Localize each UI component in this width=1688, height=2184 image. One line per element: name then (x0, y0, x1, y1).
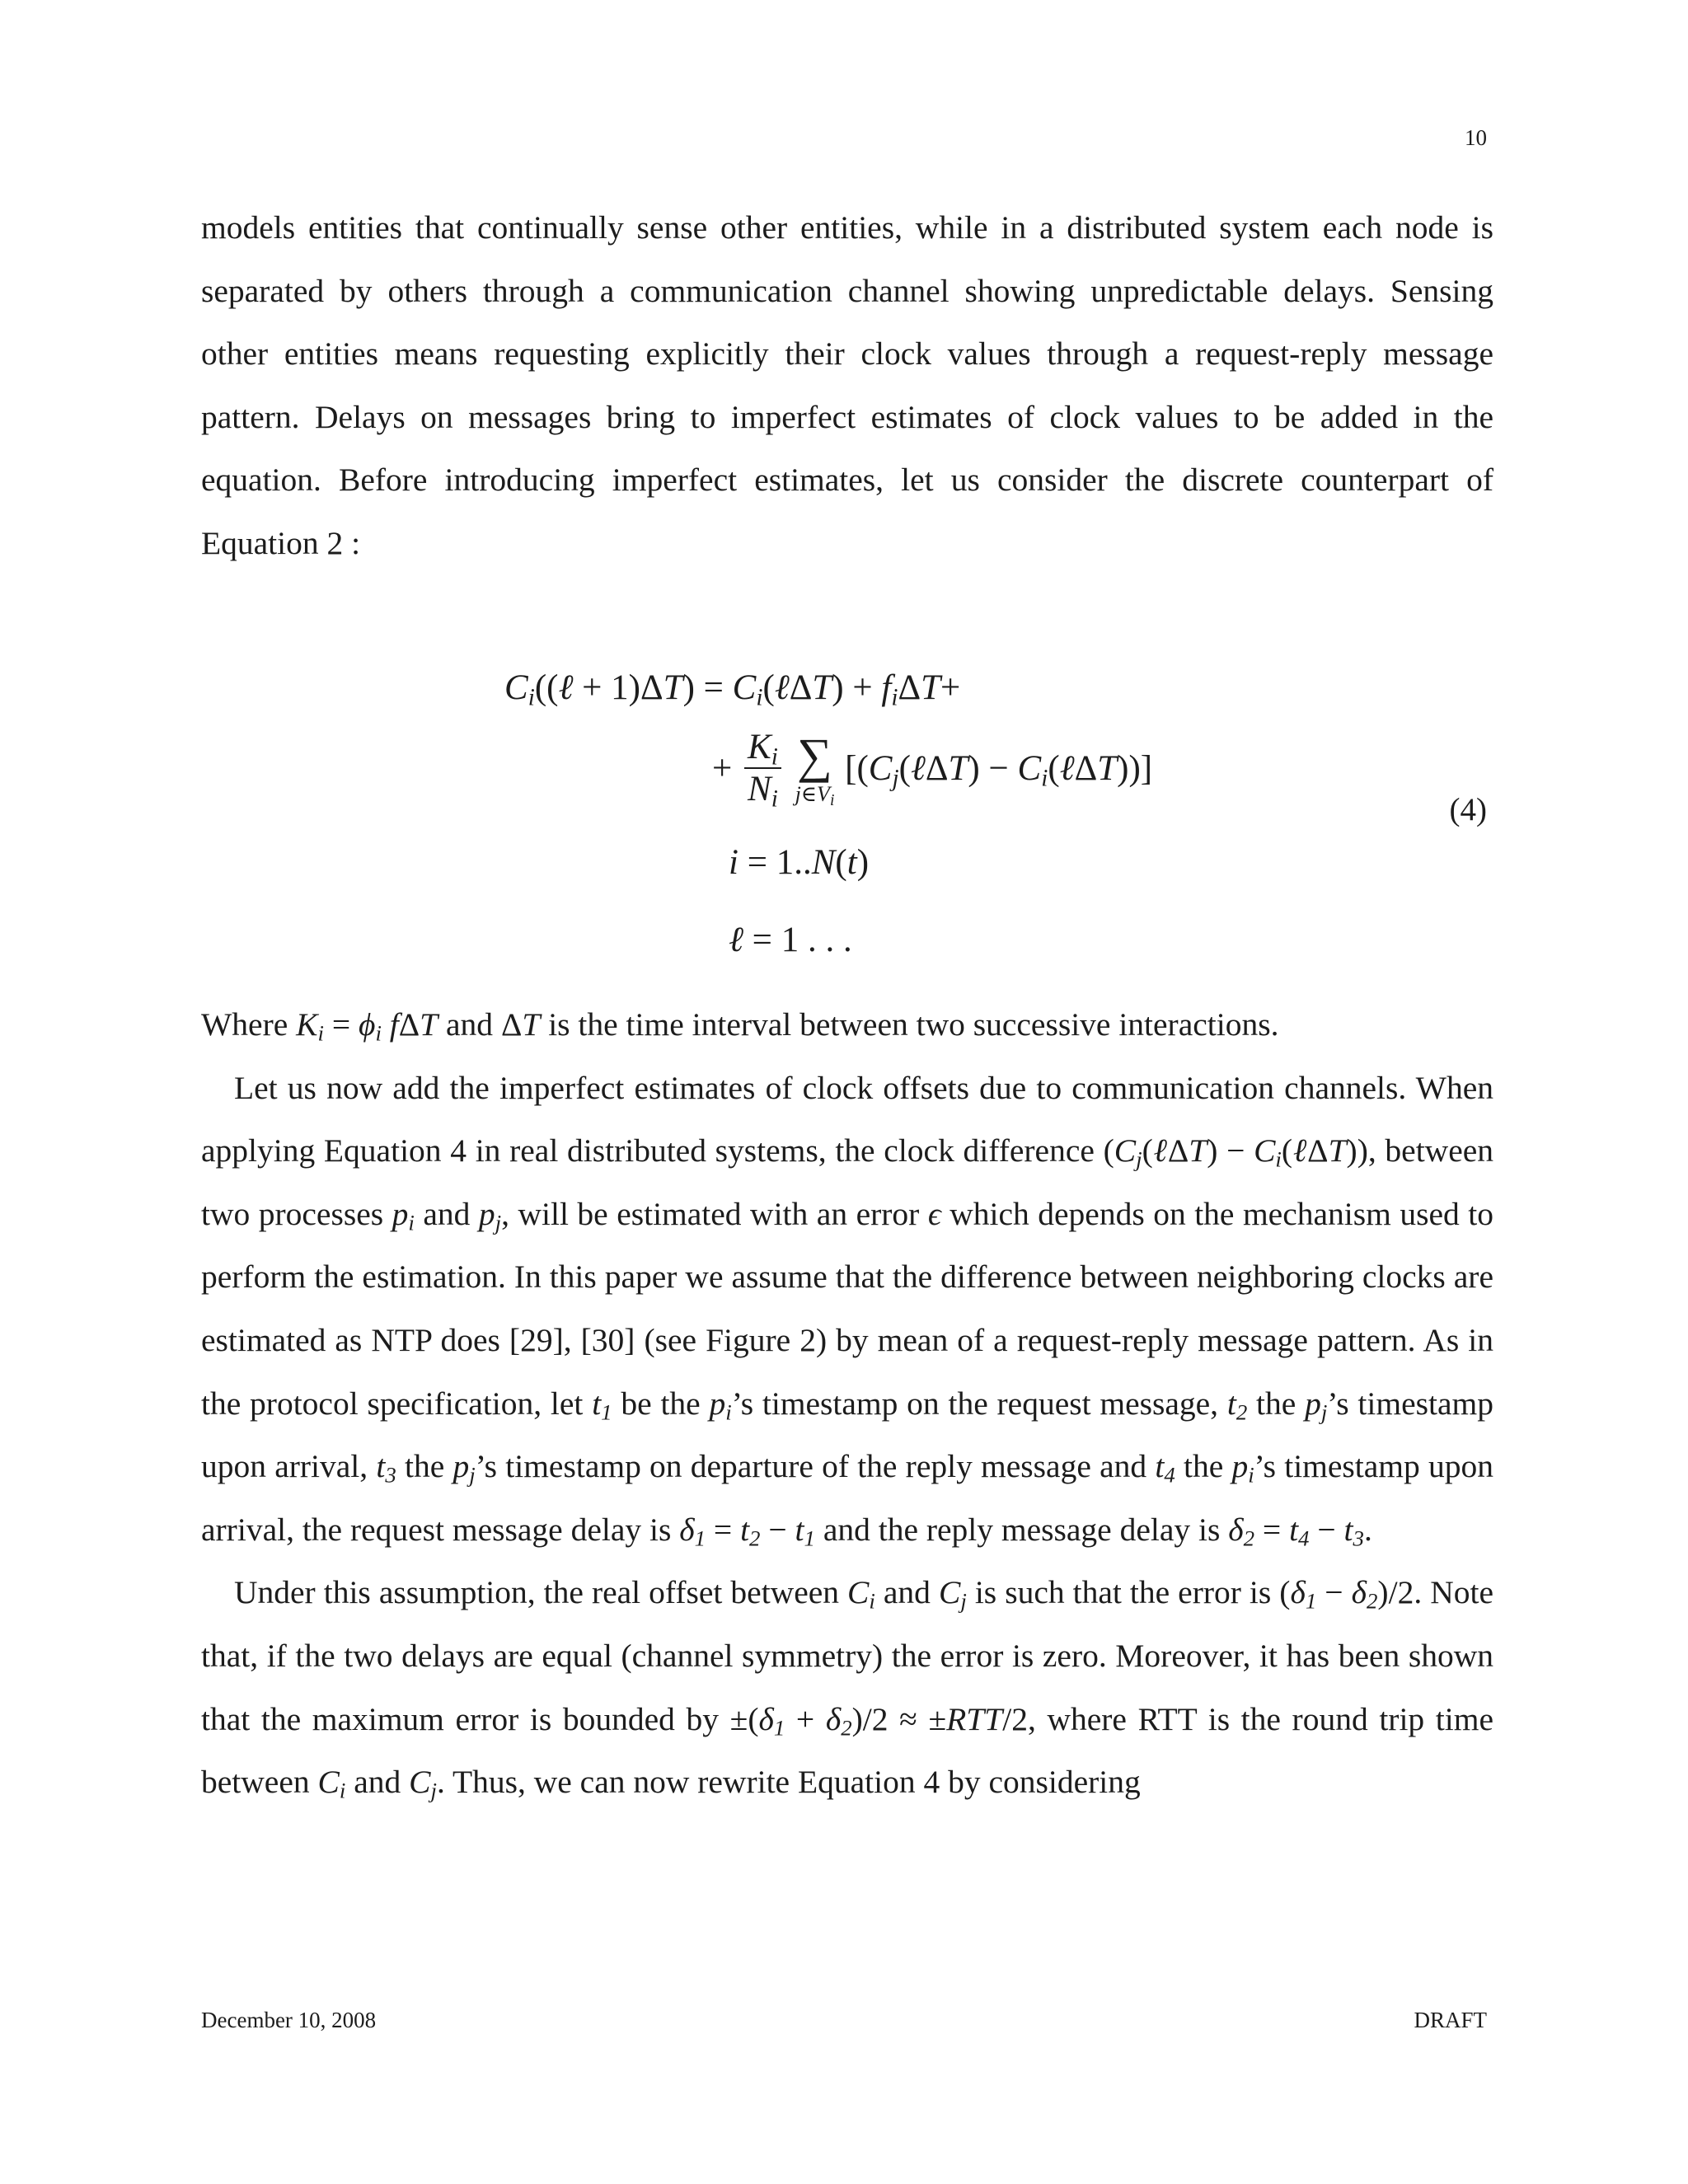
equation-line-4 (729, 920, 852, 960)
footer-draft-label: DRAFT (1414, 2008, 1487, 2032)
page-number: 10 (1465, 125, 1487, 150)
equation-line-3 (729, 842, 869, 883)
summation-index: $j\in V_i$ (795, 782, 835, 810)
equation-number: (4) (1449, 792, 1487, 827)
equation-4 (0, 651, 1688, 981)
summand: [($C_j(\ell\Delta T)$ − $C_i(\ell\Delta T)$)] (845, 748, 1153, 792)
paragraph-where: Where $K_i = \phi_i$ fΔT and ΔT is the time interval between two successive interactions. (201, 1006, 1279, 1046)
paragraph-intro-text: models entities that continually sense other entities, while in a distributed system each node is separated by others through a communication channel showing unpredictable delays. Sensing other entities means requesting explicitly their clock values through a request-reply message pattern. Delays on messages bring to imperfect estimates of clock values to be added in the equation. Before introducing imperfect estimates, let us consider the discrete counterpart of Equation 2 : (201, 209, 1493, 561)
fraction-denominator: $N_i$ (748, 770, 778, 813)
index-range-l: ℓ = 1 . . . (729, 921, 852, 959)
equation-line-1 (504, 668, 961, 711)
fraction-numerator: $K_i$ (744, 727, 781, 769)
body-text-continued (201, 993, 1493, 1814)
summation-symbol: ∑ (797, 729, 832, 784)
footer-date: December 10, 2008 (201, 2008, 377, 2032)
equation-line-1-math: $C_i((\ell + 1)\Delta T)$ = $C_i(\ell\Delta T) + f_i\Delta T+$ (504, 668, 961, 711)
index-range-i: i = 1..N(t) (729, 843, 870, 882)
equation-fraction (744, 727, 781, 813)
paragraph-assumption: Under this assumption, the real offset between $C_i$ and $C_j$ is such that the error is $(\delta_1 - \delta_2)/2$. Note that, if the two delays are equal (channel symmetry) the error is zero. Moreover, it has been shown that the maximum error is bounded by $\pm(\delta_1 + \delta_2)/2 \approx \pm RTT/2$, where RTT is the round trip time between $C_i$ and $C_j$. Thus, we can now rewrite Equation 4 by considering (201, 1574, 1494, 1803)
paragraph-imperfect-estimates: Let us now add the imperfect estimates of clock offsets due to communication channels. When applying Equation 4 in real distributed systems, the clock difference ($C_j(\ell\Delta T)$ − $C_i(\ell\Delta T)$), between two processes $p_i$ and $p_j$, will be estimated with an error ϵ which depends on the mechanism used to perform the estimation. In this paper we assume that the difference between neighboring clocks are estimated as NTP does [29], [30] (see Figure 2) by mean of a request-reply message pattern. As in the protocol specification, let $t_1$ be the $p_i’s$ timestamp on the request message, $t_2$ the $p_j’s$ timestamp upon arrival, $t_3$ the $p_j’s$ timestamp on departure of the reply message and $t_4$ the $p_i’s$ timestamp upon arrival, the request message delay is $\delta_1 = t_2 - t_1$ and the reply message delay is $\delta_2 = t_4 - t_3$. (201, 1069, 1494, 1551)
equation-line-2 (712, 727, 1152, 818)
equation-plus-sign: + (712, 748, 733, 788)
paragraph-intro (201, 196, 1493, 575)
summation (795, 729, 835, 810)
